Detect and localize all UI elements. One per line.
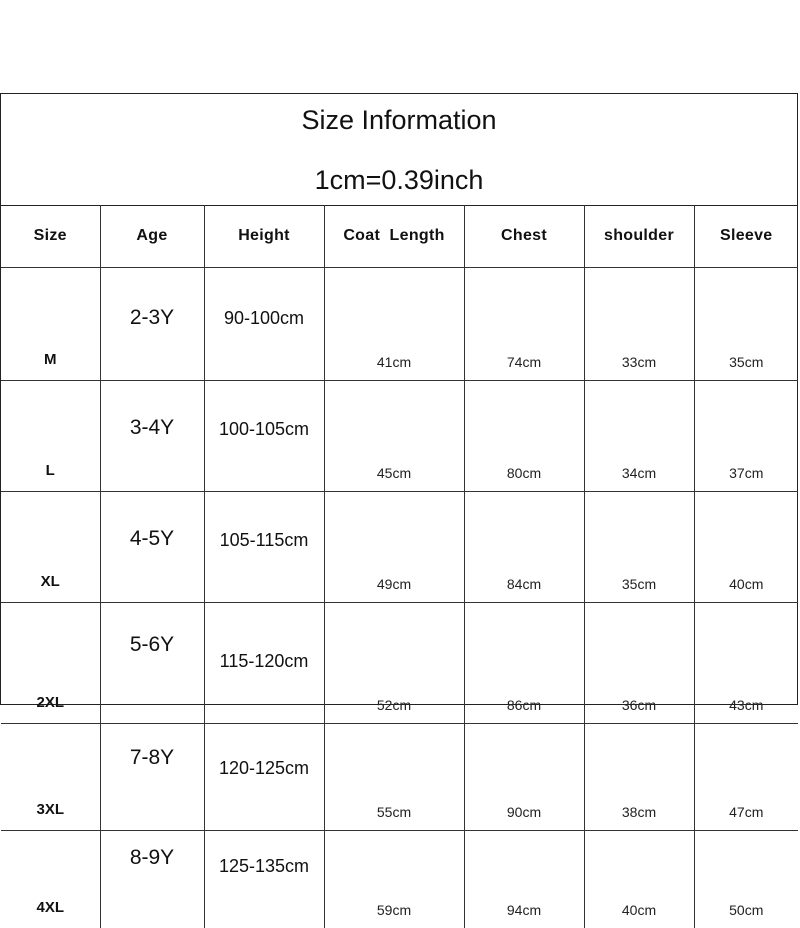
chest-cell: 90cm [464, 724, 584, 831]
table-row [1, 381, 798, 492]
age-cell: 5-6Y [100, 603, 204, 724]
size-chart [0, 93, 798, 705]
header-sleeve: Sleeve [694, 205, 798, 268]
sleeve-cell: 37cm [694, 381, 798, 492]
shoulder-cell: 40cm [584, 831, 694, 928]
shoulder-cell: 34cm [584, 381, 694, 492]
height-cell: 100-105cm [204, 381, 324, 492]
sleeve-cell: 43cm [694, 603, 798, 724]
header-coat-length: Coat Length [324, 205, 464, 268]
header-size: Size [1, 205, 100, 268]
age-cell: 7-8Y [100, 724, 204, 831]
age-cell: 4-5Y [100, 492, 204, 603]
age-cell: 3-4Y [100, 381, 204, 492]
chest-cell: 86cm [464, 603, 584, 724]
header-row [1, 205, 798, 268]
size-cell: M [1, 268, 100, 381]
size-cell: XL [1, 492, 100, 603]
sleeve-cell: 50cm [694, 831, 798, 928]
sleeve-cell: 35cm [694, 268, 798, 381]
header-shoulder: shoulder [584, 205, 694, 268]
shoulder-cell: 36cm [584, 603, 694, 724]
size-cell: 4XL [1, 831, 100, 928]
chest-cell: 80cm [464, 381, 584, 492]
header-chest: Chest [464, 205, 584, 268]
height-cell: 105-115cm [204, 492, 324, 603]
height-cell: 125-135cm [204, 831, 324, 928]
shoulder-cell: 38cm [584, 724, 694, 831]
sleeve-cell: 40cm [694, 492, 798, 603]
chest-cell: 74cm [464, 268, 584, 381]
age-cell: 8-9Y [100, 831, 204, 928]
size-table [1, 205, 798, 928]
table-row [1, 724, 798, 831]
height-cell: 115-120cm [204, 603, 324, 724]
coat-length-cell: 45cm [324, 381, 464, 492]
coat-length-cell: 49cm [324, 492, 464, 603]
coat-length-cell: 55cm [324, 724, 464, 831]
height-cell: 120-125cm [204, 724, 324, 831]
table-row [1, 492, 798, 603]
chest-cell: 84cm [464, 492, 584, 603]
table-row [1, 831, 798, 928]
chart-title: Size Information [1, 100, 797, 140]
shoulder-cell: 33cm [584, 268, 694, 381]
shoulder-cell: 35cm [584, 492, 694, 603]
coat-length-cell: 52cm [324, 603, 464, 724]
coat-length-cell: 41cm [324, 268, 464, 381]
size-cell: 3XL [1, 724, 100, 831]
height-cell: 90-100cm [204, 268, 324, 381]
coat-length-cell: 59cm [324, 831, 464, 928]
sleeve-cell: 47cm [694, 724, 798, 831]
age-cell: 2-3Y [100, 268, 204, 381]
size-cell: L [1, 381, 100, 492]
table-row [1, 268, 798, 381]
header-height: Height [204, 205, 324, 268]
title-box [1, 94, 797, 206]
size-cell: 2XL [1, 603, 100, 724]
table-row [1, 603, 798, 724]
chest-cell: 94cm [464, 831, 584, 928]
unit-conversion: 1cm=0.39inch [1, 160, 797, 200]
header-age: Age [100, 205, 204, 268]
